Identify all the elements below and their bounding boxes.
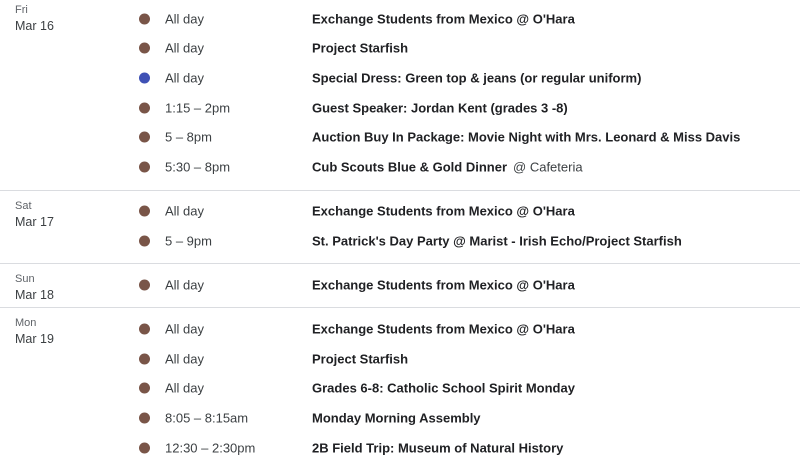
event-title[interactable]: Exchange Students from Mexico @ O'Hara (312, 321, 575, 337)
event-time: All day (165, 277, 205, 293)
event-row[interactable] (0, 197, 800, 227)
event-title[interactable]: Exchange Students from Mexico @ O'Hara (312, 277, 575, 293)
event-row[interactable] (0, 4, 800, 34)
event-row[interactable] (0, 122, 800, 152)
day-group (0, 308, 800, 462)
event-title[interactable]: 2B Field Trip: Museum of Natural History (312, 440, 564, 456)
event-time: 12:30 – 2:30pm (165, 440, 256, 456)
event-color-dot (139, 72, 150, 83)
day-group (0, 264, 800, 309)
event-title[interactable]: Exchange Students from Mexico @ O'Hara (312, 203, 575, 219)
day-of-week: Mon (15, 317, 37, 330)
event-color-dot (139, 442, 150, 453)
event-time: All day (165, 203, 205, 219)
event-time: All day (165, 380, 205, 396)
event-title[interactable]: Guest Speaker: Jordan Kent (grades 3 -8) (312, 100, 568, 116)
event-title[interactable]: Grades 6-8: Catholic School Spirit Monday (312, 380, 575, 396)
day-of-week: Sat (15, 199, 32, 212)
event-row[interactable] (0, 34, 800, 64)
event-color-dot (139, 13, 150, 24)
event-title[interactable]: Monday Morning Assembly (312, 410, 481, 426)
event-color-dot (139, 206, 150, 217)
event-title[interactable]: Special Dress: Green top & jeans (or regular uniform) (312, 70, 642, 86)
event-row[interactable] (0, 152, 800, 182)
month-day: Mar 17 (15, 214, 54, 229)
month-day: Mar 19 (15, 332, 54, 347)
event-time: 5:30 – 8pm (165, 159, 231, 175)
event-title[interactable] (312, 159, 583, 174)
event-color-dot (139, 279, 150, 290)
event-time: 5 – 9pm (165, 233, 212, 249)
event-time: 8:05 – 8:15am (165, 410, 249, 426)
event-time: All day (165, 321, 205, 337)
month-day: Mar 16 (15, 19, 54, 33)
event-row[interactable] (0, 270, 800, 300)
event-title[interactable]: Project Starfish (312, 351, 409, 367)
event-row[interactable] (0, 374, 800, 404)
event-color-dot (139, 235, 150, 246)
event-title[interactable]: St. Patrick's Day Party @ Marist - Irish Echo/Project Starfish (312, 233, 682, 249)
day-of-week: Sun (15, 272, 35, 285)
event-color-dot (139, 43, 150, 54)
event-time: 1:15 – 2pm (165, 100, 231, 116)
month-day: Mar 18 (15, 287, 54, 302)
event-row[interactable] (0, 403, 800, 433)
event-color-dot (139, 161, 150, 172)
event-row[interactable] (0, 226, 800, 256)
event-row[interactable] (0, 433, 800, 463)
event-row[interactable] (0, 314, 800, 347)
event-row[interactable] (0, 344, 800, 374)
event-time: All day (165, 11, 205, 27)
event-color-dot (139, 412, 150, 423)
day-of-week: Fri (15, 4, 28, 16)
event-title[interactable]: Auction Buy In Package: Movie Night with Mrs. Leonard & Miss Davis (312, 129, 741, 145)
event-location: @ Cafeteria (513, 159, 583, 175)
event-title[interactable]: Exchange Students from Mexico @ O'Hara (312, 11, 575, 27)
event-color-dot (139, 353, 150, 364)
event-time: All day (165, 351, 205, 367)
event-time: All day (165, 70, 205, 86)
event-title[interactable]: Project Starfish (312, 40, 409, 56)
event-title-text: Cub Scouts Blue & Gold Dinner (312, 159, 508, 175)
event-color-dot (139, 102, 150, 113)
event-time: All day (165, 40, 205, 56)
event-row[interactable] (0, 93, 800, 123)
event-color-dot (139, 324, 150, 335)
day-group (0, 0, 800, 191)
event-row[interactable] (0, 63, 800, 93)
day-group (0, 191, 800, 264)
event-color-dot (139, 383, 150, 394)
event-color-dot (139, 132, 150, 143)
event-time: 5 – 8pm (165, 129, 212, 145)
